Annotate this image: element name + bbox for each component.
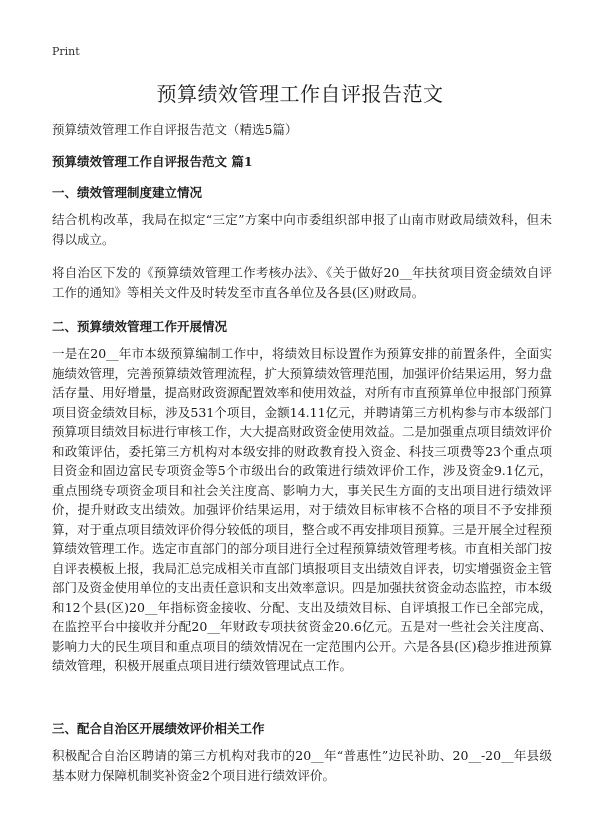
section-heading-2: 二、预算绩效管理工作开展情况 <box>52 319 228 334</box>
section-1-paragraph-1: 结合机构改革，我局在拟定“三定”方案中向市委组织部申报了山南市财政局绩效科，但未得以成立。 <box>52 212 552 247</box>
print-link[interactable]: Print <box>52 45 80 58</box>
section-heading-3: 三、配合自治区开展绩效评价相关工作 <box>52 721 265 736</box>
section-heading-1: 一、绩效管理制度建立情况 <box>52 185 203 200</box>
document-subtitle: 预算绩效管理工作自评报告范文（精选5篇） <box>52 122 298 137</box>
section-1-paragraph-2: 将自治区下发的《预算绩效管理工作考核办法》、《关于做好20__年扶贫项目资金绩效自评工作的通知》等相关文件及时转发至市直各单位及各县(区)财政局。 <box>52 265 552 300</box>
document-title: 预算绩效管理工作自评报告范文 <box>156 82 444 106</box>
section-3-paragraph-1: 积极配合自治区聘请的第三方机构对我市的20__年“普惠性”边民补助、20__-20__年县级基本财力保障机制奖补资金2个项目进行绩效评价。 <box>52 748 552 783</box>
article-title: 预算绩效管理工作自评报告范文 篇1 <box>52 154 253 169</box>
section-2-paragraph-1: 一是在20__年市本级预算编制工作中，将绩效目标设置作为预算安排的前置条件，全面实施绩效管理，完善预算绩效管理流程，扩大预算绩效管理范围，加强评价结果运用，努力盘活存量、用好增量，提高财政资源配置效率和使用效益，对所有市直预算单位申报部门预算项目资金绩效目标，涉及531个项目，金额14.11亿元，并聘请第三方机构参与市本级部门预算项目绩效目标进行审核工作，大大提高财政资金使用效益。二是加强重点项目绩效评价和政策评估，委托第三方机构对本级安排的财政教育投入资金、科技三项费等23个重点项目资金和固边富民专项资金等5个市级出台的政策进行绩效评价工作，涉及资金9.1亿元，重点围绕专项资金项目和社会关注度高、影响力大，事关民生方面的支出项目进行绩效评价，提升财政支出绩效。加强评价结果运用，对于绩效目标审核不合格的项目不予安排预算，对于重点项目绩效评价得分较低的项目，整合或不再安排项目预算。三是开展全过程预算绩效管理工作。选定市直部门的部分项目进行全过程预算绩效管理考核。市直相关部门按自评表模板上报，我局汇总完成相关市直部门填报项目支出绩效自评表，切实增强资金主管部门及资金使用单位的支出责任意识和支出效率意识。四是加强扶贫资金动态监控，市本级和12个县(区)20__年指标资金接收、分配、支出及绩效目标、自评填报工作已全部完成，在监控平台中接收并分配20__年财政专项扶贫资金20.6亿元。五是对一些社会关注度高、影响力大的民生项目和重点项目的绩效情况在一定范围内公开。六是各县(区)稳步推进预算绩效管理，积极开展重点项目进行绩效管理试点工作。 <box>52 346 553 673</box>
